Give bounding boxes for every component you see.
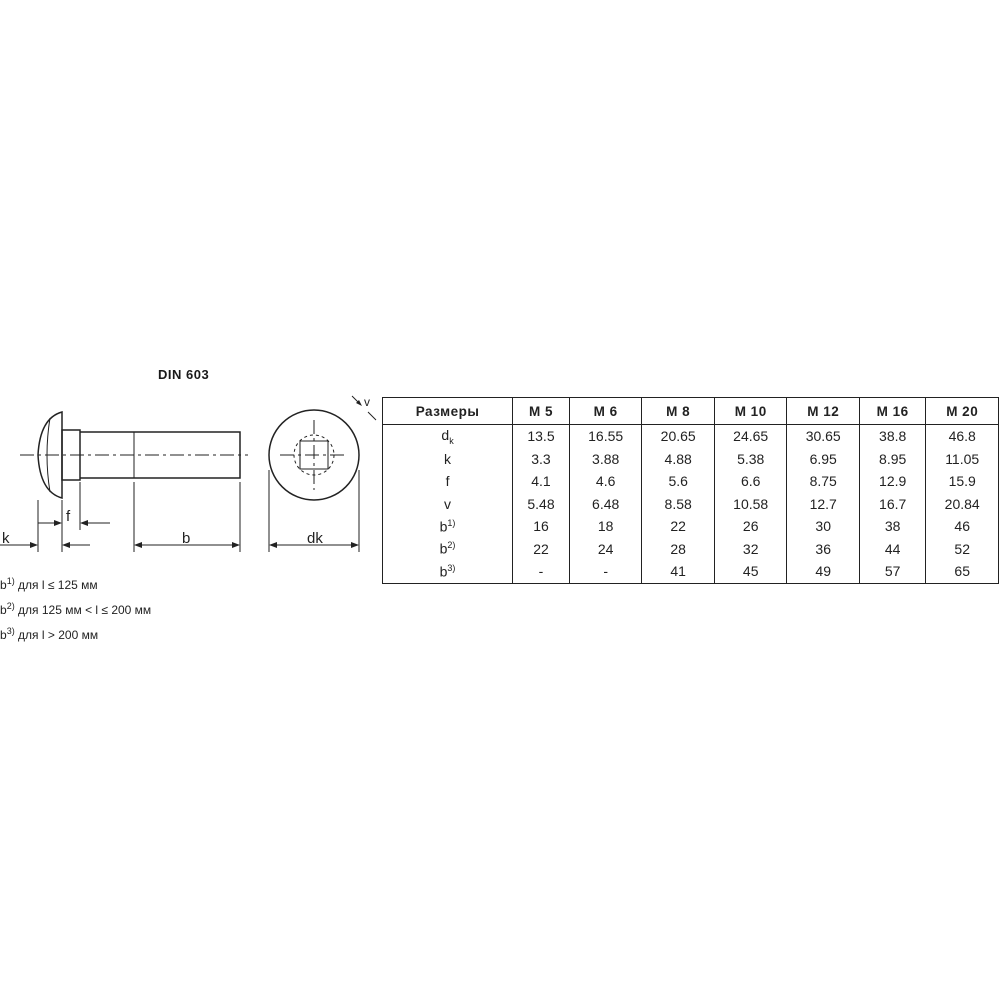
param-cell: $b^{1)}$ — [383, 515, 513, 538]
param-cell: k — [383, 448, 513, 471]
note-b2: $b^{2)}$ для 125 мм < l ≤ 200 мм — [0, 601, 152, 617]
note-b3: $b^{3)}$ для l > 200 мм — [0, 626, 99, 642]
value-cell: 6.6 — [714, 470, 787, 493]
value-cell: 16 — [513, 515, 570, 538]
value-cell: 24.65 — [714, 425, 787, 448]
length-notes — [0, 571, 151, 646]
value-cell: 3.88 — [569, 448, 642, 471]
label-f: f — [66, 508, 71, 525]
value-cell: 22 — [513, 538, 570, 561]
value-cell: 16.7 — [859, 493, 925, 516]
value-cell: 57 — [859, 560, 925, 583]
value-cell: 8.58 — [642, 493, 715, 516]
value-cell: 18 — [569, 515, 642, 538]
value-cell: 8.75 — [787, 470, 860, 493]
param-cell: $b^{2)}$ — [383, 538, 513, 561]
note-b1: $b^{1)}$ для l ≤ 125 мм — [0, 576, 98, 592]
header-cell: M 20 — [926, 398, 999, 425]
value-cell: - — [569, 560, 642, 583]
dimensions-table — [382, 397, 999, 584]
value-cell: 46 — [926, 515, 999, 538]
value-cell: 5.48 — [513, 493, 570, 516]
value-cell: 45 — [714, 560, 787, 583]
value-cell: 26 — [714, 515, 787, 538]
value-cell: 36 — [787, 538, 860, 561]
value-cell: 4.88 — [642, 448, 715, 471]
table-row — [383, 560, 999, 583]
param-cell: v — [383, 493, 513, 516]
table-row — [383, 470, 999, 493]
value-cell: 15.9 — [926, 470, 999, 493]
header-cell: M 16 — [859, 398, 925, 425]
label-v: v — [364, 395, 370, 409]
value-cell: 49 — [787, 560, 860, 583]
value-cell: 16.55 — [569, 425, 642, 448]
value-cell: 22 — [642, 515, 715, 538]
header-cell: M 12 — [787, 398, 860, 425]
value-cell: 11.05 — [926, 448, 999, 471]
table-row — [383, 425, 999, 448]
value-cell: 12.9 — [859, 470, 925, 493]
value-cell: 41 — [642, 560, 715, 583]
value-cell: 52 — [926, 538, 999, 561]
value-cell: 46.8 — [926, 425, 999, 448]
value-cell: 6.48 — [569, 493, 642, 516]
table-header-row — [383, 398, 999, 425]
header-cell: M 8 — [642, 398, 715, 425]
table-row — [383, 493, 999, 516]
value-cell: 20.65 — [642, 425, 715, 448]
label-dk: dk — [307, 530, 323, 547]
value-cell: 32 — [714, 538, 787, 561]
param-cell: $d_k$ — [383, 425, 513, 448]
value-cell: 44 — [859, 538, 925, 561]
value-cell: 65 — [926, 560, 999, 583]
value-cell: 13.5 — [513, 425, 570, 448]
bolt-drawing — [0, 0, 380, 570]
header-cell: M 10 — [714, 398, 787, 425]
label-b: b — [182, 530, 191, 547]
value-cell: 5.6 — [642, 470, 715, 493]
value-cell: - — [513, 560, 570, 583]
value-cell: 4.1 — [513, 470, 570, 493]
label-k: k — [2, 530, 10, 547]
param-cell: f — [383, 470, 513, 493]
value-cell: 20.84 — [926, 493, 999, 516]
value-cell: 6.95 — [787, 448, 860, 471]
value-cell: 38.8 — [859, 425, 925, 448]
value-cell: 38 — [859, 515, 925, 538]
value-cell: 30 — [787, 515, 860, 538]
value-cell: 4.6 — [569, 470, 642, 493]
param-cell: $b^{3)}$ — [383, 560, 513, 583]
header-cell: M 6 — [569, 398, 642, 425]
value-cell: 12.7 — [787, 493, 860, 516]
table-row — [383, 448, 999, 471]
table-row — [383, 515, 999, 538]
value-cell: 30.65 — [787, 425, 860, 448]
value-cell: 10.58 — [714, 493, 787, 516]
value-cell: 28 — [642, 538, 715, 561]
header-cell: Размеры — [383, 398, 513, 425]
standard-title: DIN 603 — [158, 367, 210, 382]
table-row — [383, 538, 999, 561]
value-cell: 5.38 — [714, 448, 787, 471]
value-cell: 3.3 — [513, 448, 570, 471]
table-body — [383, 425, 999, 584]
value-cell: 8.95 — [859, 448, 925, 471]
value-cell: 24 — [569, 538, 642, 561]
header-cell: M 5 — [513, 398, 570, 425]
